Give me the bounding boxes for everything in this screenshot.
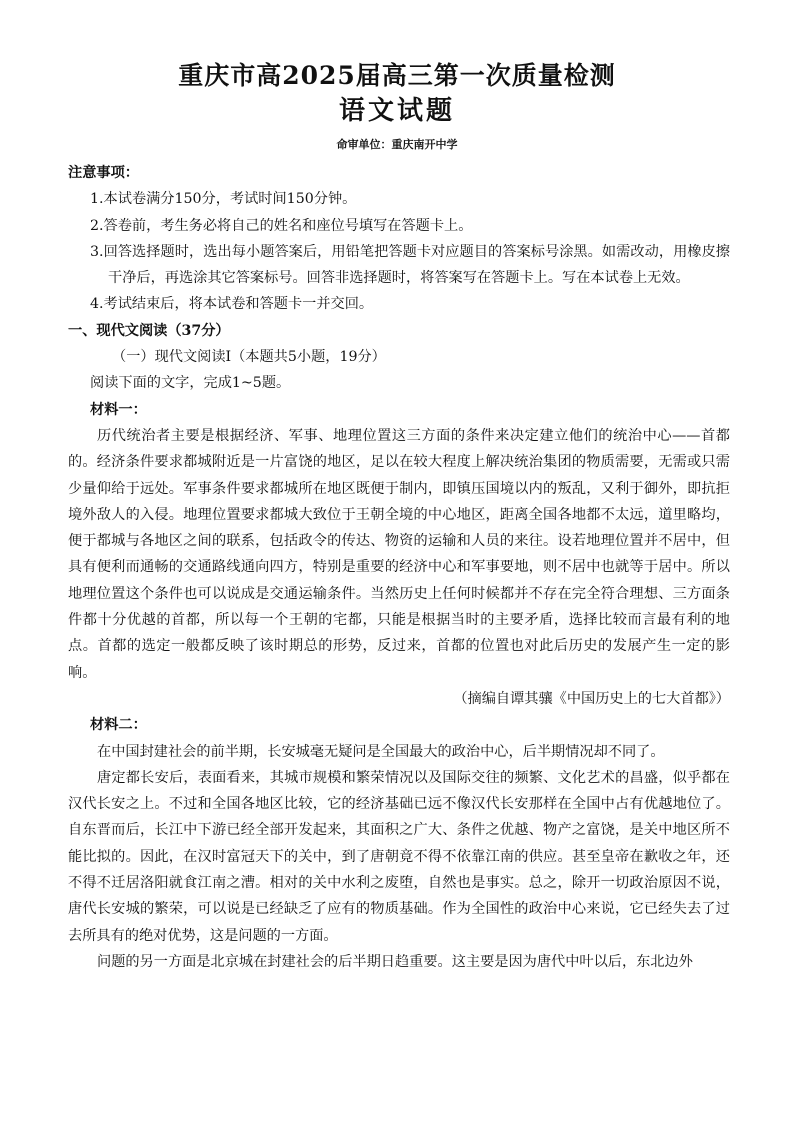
material-1-label: 材料一： xyxy=(90,401,147,418)
notice-item-4: 4.考试结束后，将本试卷和答题卡一并交回。 xyxy=(90,296,374,313)
exam-body xyxy=(68,160,730,975)
reading-instruction: 阅读下面的文字，完成1~5题。 xyxy=(90,375,291,392)
material-2-paragraph-1: 在中国封建社会的前半期，长安城毫无疑问是全国最大的政治中心，后半期情况却不同了。 xyxy=(97,743,665,760)
notice-item-3: 3.回答选择题时，选出每小题答案后，用铅笔把答题卡对应题目的答案标号涂黑。如需改动，用橡皮擦干净后，再选涂其它答案标号。回答非选择题时，将答案写在答题卡上。写在本试卷上无效。 xyxy=(90,243,730,287)
section-heading: 一、现代文阅读（37分） xyxy=(68,322,230,339)
subsection-heading: （一）现代文阅读Ⅰ（本题共5小题，19分） xyxy=(112,349,386,366)
exam-unit: 命审单位：重庆南开中学 xyxy=(336,138,458,151)
notice-item-2: 2.答卷前，考生务必将自己的姓名和座位号填写在答题卡上。 xyxy=(90,217,473,234)
material-1-paragraph: 历代统治者主要是根据经济、军事、地理位置这三方面的条件来决定建立他们的统治中心——首都的。经济条件要求都城附近是一片富饶的地区，足以在较大程度上解决统治集团的物质需要，无需或只需少量仰给于远处。军事条件要求都城所在地区既便于制内，即镇压国境以内的叛乱，又利于御外，即抗拒境外敌人的入侵。地理位置要求都城大致位于王朝全境的中心地区，距离全国各地都不太远，道里略均，便于都城与各地区之间的联系，包括政令的传达、物资的运输和人员的来往。设若地理位置并不居中，但具有便利而通畅的交通路线通向四方，特别是重要的经济中心和军事要地，则不居中也就等于居中。所以地理位置这个条件也可以说成是交通运输条件。当然历史上任何时候都并不存在完全符合理想、三方面条件都十分优越的首都，所以每一个王朝的宅都，只能是根据当时的主要矛盾，选择比较而言最有利的地点。首都的选定一般都反映了该时期总的形势，反过来，首都的位置也对此后历史的发展产生一定的影响。 xyxy=(68,427,730,681)
material-2-paragraph-3: 问题的另一方面是北京城在封建社会的后半期日趋重要。这主要是因为唐代中叶以后，东北边外 xyxy=(97,953,693,970)
exam-title: 重庆市高2025届高三第一次质量检测 xyxy=(178,61,616,90)
material-2-paragraph-2: 唐定都长安后，表面看来，其城市规模和繁荣情况以及国际交往的频繁、文化艺术的昌盛，似乎都在汉代长安之上。不过和全国各地区比较，它的经济基础已远不像汉代长安那样在全国中占有优越地位了。自东晋而后，长江中下游已经全部开发起来，其面积之广大、条件之优越、物产之富饶，是关中地区所不能比拟的。因此，在汉时富冠天下的关中，到了唐朝竟不得不依靠江南的供应。甚至皇帝在歉收之年，还不得不迁居洛阳就食江南之漕。相对的关中水利之废堕，自然也是事实。总之，除开一切政治原因不说，唐代长安城的繁荣，可以说是已经缺乏了应有的物质基础。作为全国性的政治中心来说，它已经失去了过去所具有的绝对优势，这是问题的一方面。 xyxy=(68,769,730,944)
material-1-source: （摘编自谭其骧《中国历史上的七大首都》） xyxy=(453,690,730,707)
notice-item-1: 1.本试卷满分150分，考试时间150分钟。 xyxy=(90,191,357,208)
exam-subject-title: 语文试题 xyxy=(338,96,455,126)
material-2-label: 材料二： xyxy=(90,717,147,734)
notice-heading: 注意事项： xyxy=(68,165,139,181)
